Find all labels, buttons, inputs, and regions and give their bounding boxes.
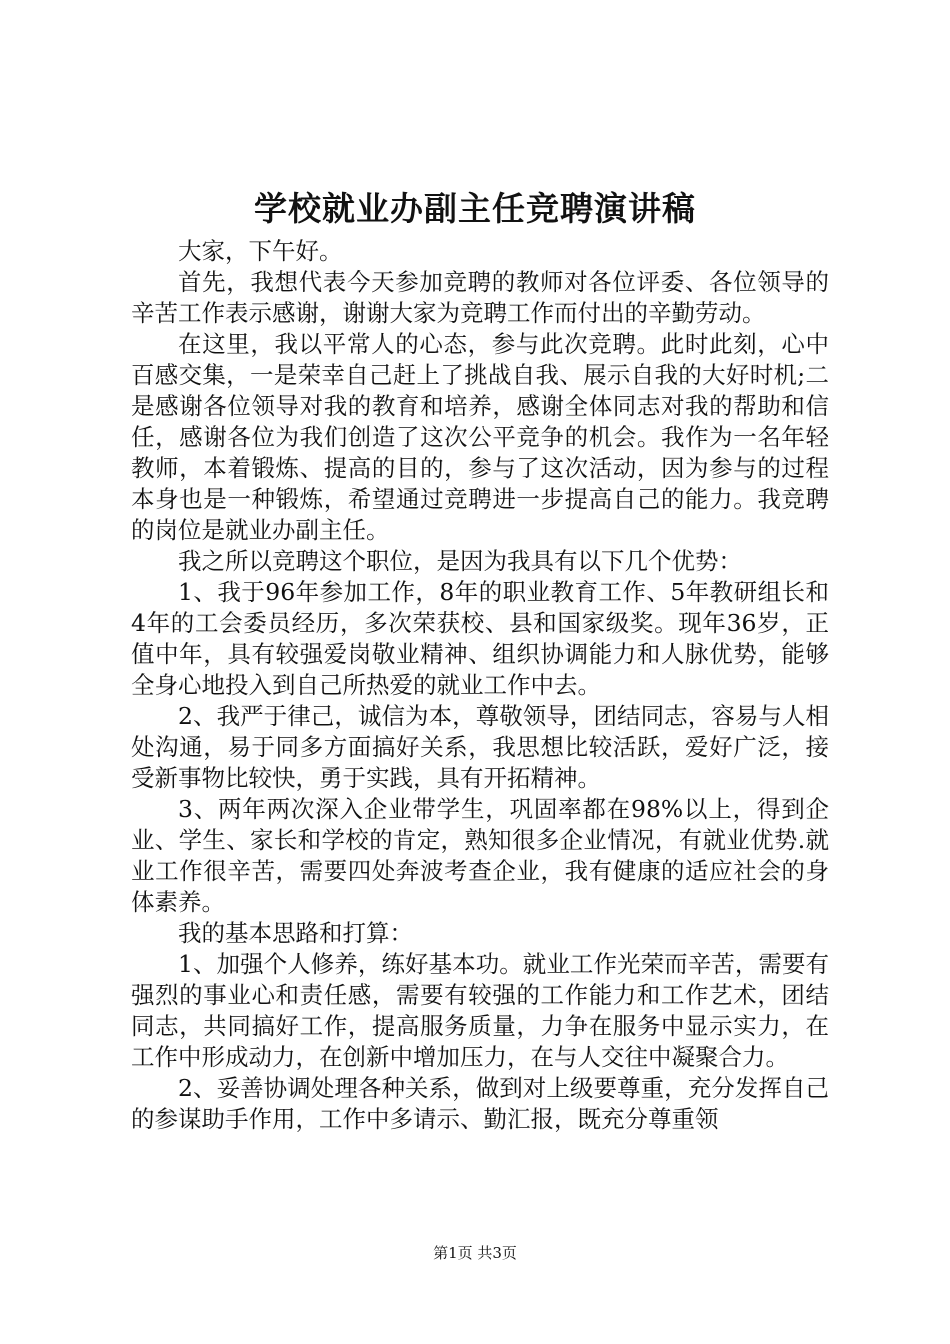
document-title: 学校就业办副主任竞聘演讲稿 xyxy=(254,189,696,228)
paragraph-plans-heading: 我的基本思路和打算： xyxy=(178,919,413,947)
paragraph-advantage-3: 3、两年两次深入企业带学生，巩固率都在98%以上，得到企业、学生、家长和学校的肯定，熟知很多企业情况，有就业优势.就业工作很辛苦，需要四处奔波考查企业，我有健康的适应社会的身体素养。 xyxy=(131,795,829,916)
paragraph-advantage-1: 1、我于96年参加工作，8年的职业教育工作、5年教研组长和4年的工会委员经历，多次荣获校、县和国家级奖。现年36岁，正值中年，具有较强爱岗敬业精神、组织协调能力和人脉优势，能够全身心地投入到自己所热爱的就业工作中去。 xyxy=(131,578,829,699)
paragraph-thanks: 首先，我想代表今天参加竞聘的教师对各位评委、各位领导的辛苦工作表示感谢，谢谢大家为竞聘工作而付出的辛勤劳动。 xyxy=(131,268,829,327)
paragraph-intro: 在这里，我以平常人的心态，参与此次竞聘。此时此刻，心中百感交集，一是荣幸自己赶上了挑战自我、展示自我的大好时机;二是感谢各位领导对我的教育和培养，感谢全体同志对我的帮助和信任，感谢各位为我们创造了这次公平竞争的机会。我作为一名年轻教师，本着锻炼、提高的目的，参与了这次活动，因为参与的过程本身也是一种锻炼，希望通过竞聘进一步提高自己的能力。我竞聘的岗位是就业办副主任。 xyxy=(131,330,829,544)
paragraph-advantages-heading: 我之所以竞聘这个职位，是因为我具有以下几个优势： xyxy=(178,547,742,575)
paragraph-plan-1: 1、加强个人修养，练好基本功。就业工作光荣而辛苦，需要有强烈的事业心和责任感，需要有较强的工作能力和工作艺术，团结同志，共同搞好工作，提高服务质量，力争在服务中显示实力，在工作中形成动力，在创新中增加压力，在与人交往中凝聚合力。 xyxy=(131,950,829,1071)
document-body xyxy=(131,236,829,1135)
paragraph-greeting: 大家，下午好。 xyxy=(178,237,343,265)
page-indicator: 第1页 共3页 xyxy=(433,1244,517,1262)
paragraph-advantage-2: 2、我严于律己，诚信为本，尊敬领导，团结同志，容易与人相处沟通，易于同多方面搞好关系，我思想比较活跃，爱好广泛，接受新事物比较快，勇于实践，具有开拓精神。 xyxy=(131,702,829,792)
paragraph-plan-2: 2、妥善协调处理各种关系，做到对上级要尊重，充分发挥自己的参谋助手作用，工作中多请示、勤汇报，既充分尊重领 xyxy=(131,1074,829,1133)
